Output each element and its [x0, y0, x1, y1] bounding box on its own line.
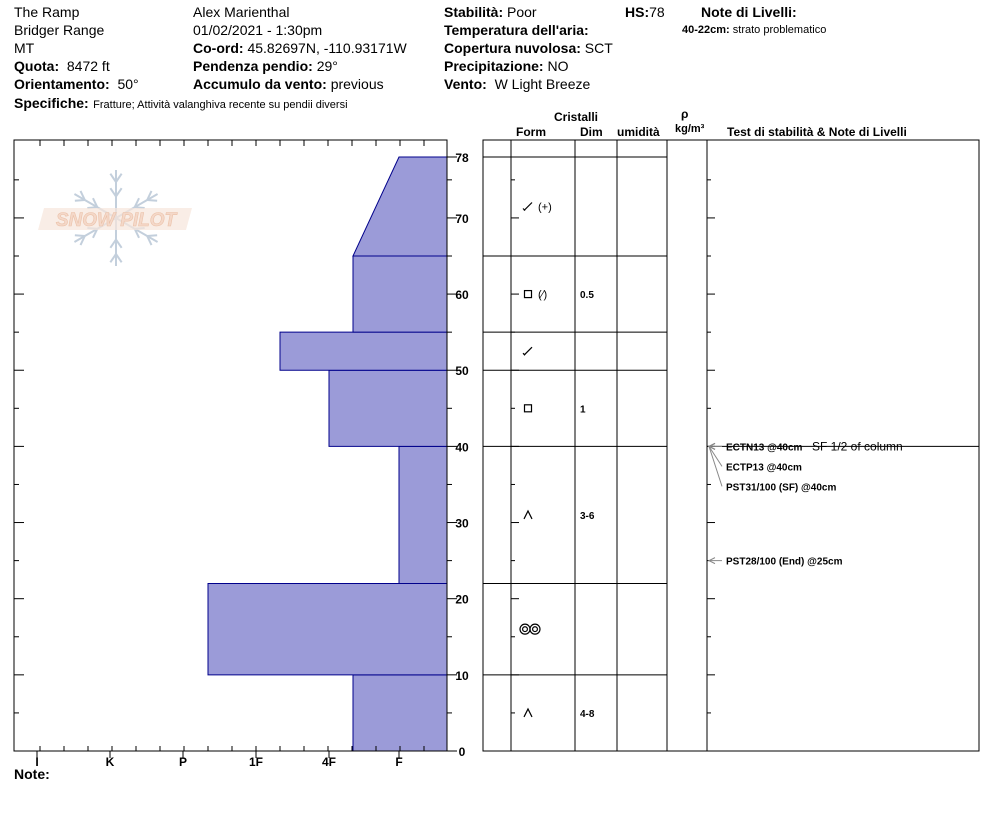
snowpilot-logo: [38, 170, 192, 266]
tests-header: Test di stabilità & Note di Livelli: [727, 125, 907, 139]
decomposing-stroke: [524, 347, 532, 355]
melt-freeze-core: [533, 627, 538, 632]
decomposing-icon: [523, 347, 532, 355]
crystals-header: Cristalli: [554, 110, 599, 124]
depth-tick-label: 60: [455, 288, 469, 303]
svg-text:SNOW PILOT: SNOW PILOT: [55, 210, 177, 231]
faceted-icon: [525, 405, 532, 412]
wind: Vento: W Light Breeze: [444, 76, 591, 92]
depth-hoar-icon: [524, 511, 532, 519]
depth-tick-label: 78: [455, 151, 469, 165]
layer-grain-size: 1: [580, 404, 586, 416]
faceted-icon: [525, 291, 532, 298]
dim-header: Dim: [580, 125, 603, 139]
stability: Stabilità: Poor: [444, 4, 537, 20]
air-temperature: Temperatura dell'aria:: [444, 22, 589, 38]
stability-test-label: PST28/100 (End) @25cm: [726, 556, 843, 568]
depth-tick-label: 40: [455, 440, 469, 455]
depth-tick-label: 10: [455, 668, 469, 683]
depth-tick-label: 0: [458, 745, 466, 759]
wind-loading: Accumulo da vento: previous: [193, 76, 384, 92]
state: MT: [14, 40, 35, 56]
stability-tests: [709, 439, 903, 567]
snowflake-branch: [147, 200, 157, 201]
melt-freeze-ring: [520, 624, 530, 634]
stability-test-label: PST31/100 (SF) @40cm: [726, 482, 837, 494]
hardness-tick-label: I: [35, 755, 39, 769]
note-label: Note:: [14, 766, 50, 782]
layer-form-secondary: (⁄): [538, 289, 548, 302]
snowflake-branch: [75, 235, 85, 236]
form-header: Form: [516, 125, 546, 139]
cloud-cover: Copertura nuvolosa: SCT: [444, 40, 613, 56]
depth-tick-label: 30: [455, 516, 469, 531]
snow-height: HS:78: [625, 4, 665, 20]
density-unit-header: kg/m³: [675, 123, 705, 135]
layer-grain-size: 4-8: [580, 708, 595, 720]
datetime: 01/02/2021 - 1:30pm: [193, 22, 323, 38]
layer-grain-size: 0.5: [580, 290, 594, 302]
test-pointer: [709, 446, 722, 486]
melt-freeze-icon: [520, 624, 540, 634]
hardness-layer-40-50: [329, 370, 447, 446]
hardness-tick-label: F: [395, 755, 403, 769]
hardness-layer-10-22: [208, 583, 447, 674]
depth-hoar-caret: [524, 709, 532, 717]
slope-angle: Pendenza pendio: 29°: [193, 58, 338, 74]
hardness-tick-label: 4F: [321, 755, 337, 769]
observer: Alex Marienthal: [193, 4, 290, 20]
faceted-square: [525, 405, 532, 412]
snowflake-branch: [87, 207, 97, 208]
hardness-tick-label: 1F: [248, 755, 264, 769]
decomposing-dash: [523, 209, 525, 211]
snowflake-branch: [147, 235, 157, 236]
test-pointer: [709, 446, 722, 466]
precipitation: Precipitazione: NO: [444, 58, 569, 74]
range: Bridger Range: [14, 22, 105, 38]
depth-tick-label: 50: [455, 364, 469, 379]
melt-freeze-ring: [530, 624, 540, 634]
decomposing-dash: [523, 353, 525, 355]
moisture-header: umidità: [617, 125, 660, 139]
hardness-layer-65-78: [353, 157, 447, 256]
depth-tick-label: 70: [455, 211, 469, 226]
hardness-layer-50-55: [280, 332, 447, 370]
depth-tick-label: 20: [455, 592, 469, 607]
stability-test-label: ECTP13 @40cm: [726, 462, 802, 474]
layer-form-secondary: (+): [538, 201, 552, 214]
layer-grain-size: 3-6: [580, 510, 595, 522]
aspect: Orientamento: 50°: [14, 76, 139, 92]
depth-hoar-caret: [524, 511, 532, 519]
layer-note: 40-22cm: strato problematico: [682, 24, 827, 36]
location: The Ramp: [14, 4, 80, 20]
faceted-square: [525, 291, 532, 298]
snowflake-branch: [75, 200, 85, 201]
hardness-layer-22-40: [399, 446, 447, 583]
snowflake-branch: [135, 207, 145, 208]
rho-header: ρ: [681, 107, 689, 121]
hardness-layer-0-10: [353, 675, 447, 751]
elevation: Quota: 8472 ft: [14, 58, 110, 74]
decomposing-stroke: [524, 203, 532, 211]
coordinates: Co-ord: 45.82697N, -110.93171W: [193, 40, 407, 56]
hardness-profile: [208, 157, 447, 751]
stability-test-label: ECTN13 @40cm: [726, 442, 803, 454]
specifics: Specifiche: Fratture; Attività valanghiva recente su pendii diversi: [14, 95, 348, 111]
melt-freeze-core: [523, 627, 528, 632]
hardness-layer-55-65: [353, 256, 447, 332]
stability-test-note: SF 1/2 of column: [812, 439, 903, 454]
logo-text: [56, 210, 178, 231]
layer-notes-title: Note di Livelli:: [701, 4, 797, 20]
decomposing-icon: [523, 203, 532, 211]
hardness-tick-label: P: [178, 755, 188, 769]
depth-hoar-icon: [524, 709, 532, 717]
hardness-tick-label: K: [105, 755, 115, 769]
